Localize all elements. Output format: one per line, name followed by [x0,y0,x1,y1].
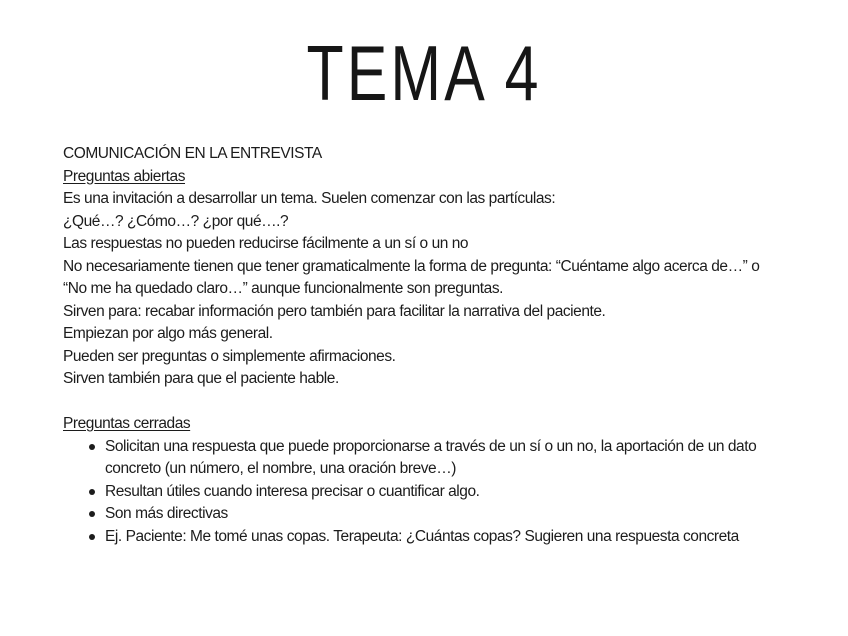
open-questions-line: Sirven también para que el paciente hable. [63,370,339,387]
page-title: TEMA 4 [306,29,542,117]
open-questions-line: Sirven para: recabar información pero también para facilitar la narrativa del paciente. [63,302,606,320]
document-body [63,143,783,548]
open-questions-line: Es una invitación a desarrollar un tema. Suelen comenzar con las partículas: [63,190,556,207]
open-questions-line: Pueden ser preguntas o simplemente afirmaciones. [63,347,396,365]
section-heading: COMUNICACIÓN EN LA ENTREVISTA [63,145,322,162]
open-questions-line: No necesariamente tienen que tener gramaticalmente la forma de pregunta: “Cuéntame algo acerca de…” o “No me ha quedado claro…” aunque funcionalmente son preguntas. [63,257,760,297]
list-item: Solicitan una respuesta que puede proporcionarse a través de un sí o un no, la aportación de un dato concreto (un número, el nombre, una oración breve…) [105,436,765,481]
open-questions-line: Empiezan por algo más general. [63,325,273,342]
open-questions-line: Las respuestas no pueden reducirse fácilmente a un sí o un no [63,235,469,252]
closed-questions-heading: Preguntas cerradas [63,415,191,432]
closed-questions-list [63,436,783,549]
list-item: Resultan útiles cuando interesa precisar o cuantificar algo. [105,481,765,504]
list-item: Son más directivas [105,503,765,526]
open-questions-line: ¿Qué…? ¿Cómo…? ¿por qué….? [63,212,289,230]
paragraph-spacer [63,391,783,414]
open-questions-heading: Preguntas abiertas [63,167,186,185]
list-item: Ej. Paciente: Me tomé unas copas. Terapeuta: ¿Cuántas copas? Sugieren una respuesta concreta [105,526,765,549]
